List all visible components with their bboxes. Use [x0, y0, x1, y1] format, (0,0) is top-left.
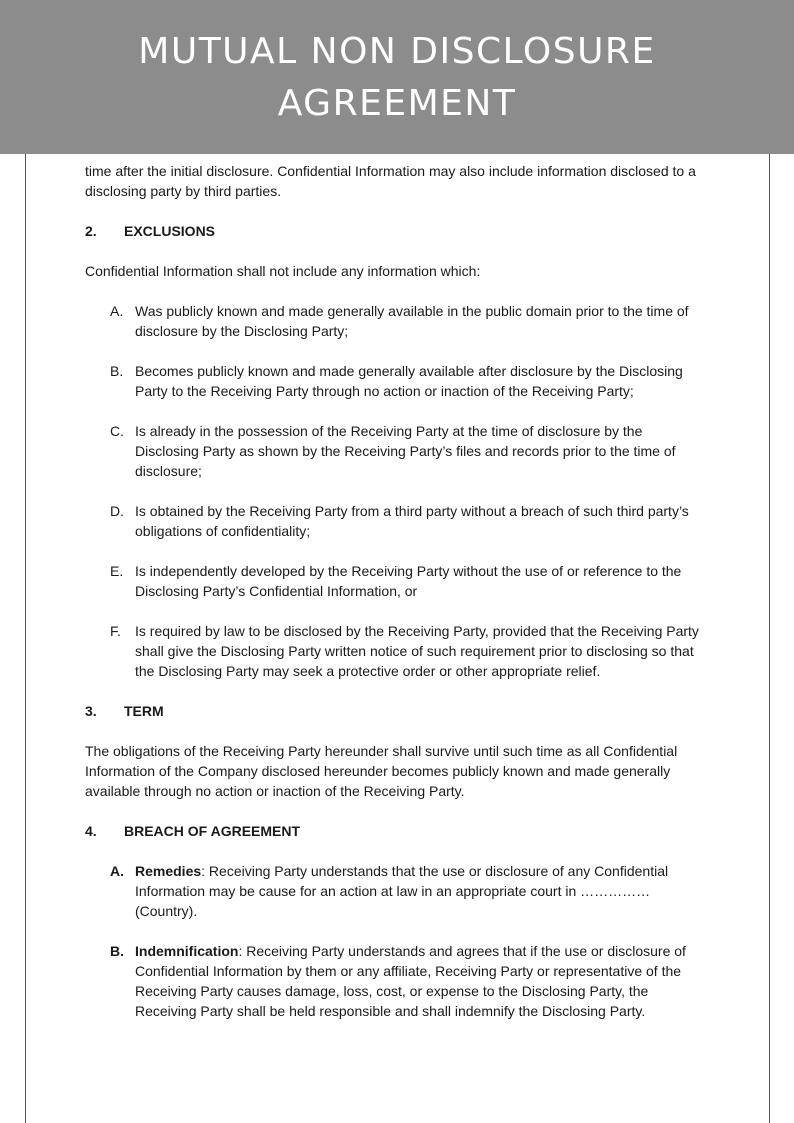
list-item-text: Becomes publicly known and made generally available after disclosure by the Disclosing Party to the Receiving Party through no action or inaction of the Receiving Party; [135, 363, 683, 399]
list-item [85, 301, 715, 341]
exclusions-list [85, 301, 715, 681]
list-item [85, 501, 715, 541]
list-item-text: Is independently developed by the Receiving Party without the use of or reference to the Disclosing Party’s Confidential Information, or [135, 563, 682, 599]
exclusions-lead: Confidential Information shall not include any information which: [85, 263, 481, 279]
section-number: 3. [85, 703, 97, 719]
list-item [85, 861, 715, 921]
breach-list [85, 861, 715, 1021]
banner-title-line-1: MUTUAL NON DISCLOSURE [138, 31, 656, 72]
section-heading-breach [85, 821, 715, 841]
title-banner [0, 0, 794, 154]
list-item-letter: D. [110, 503, 124, 519]
list-item-body: : Receiving Party understands and agrees that if the use or disclosure of Confidential Information by them or any affiliate, Receiving Party or representative of the Receiving Party causes damage, loss, cost, or expense to the Disclosing Party, the Receiving Party shall be held responsible and shall indemnify the Disclosing Party. [135, 943, 686, 1019]
list-item [85, 561, 715, 601]
list-item [85, 421, 715, 481]
list-item-text [135, 941, 715, 1021]
page-border-right [769, 154, 770, 1123]
list-item-label: Indemnification [135, 943, 239, 959]
list-item-text: Was publicly known and made generally available in the public domain prior to the time of disclosure by the Disclosing Party; [135, 303, 689, 339]
list-item-letter: E. [110, 563, 124, 579]
list-item-text [135, 861, 715, 921]
section-heading-exclusions [85, 221, 715, 241]
list-item-letter: F. [110, 623, 121, 639]
page-border-left [25, 154, 26, 1123]
list-item-letter: C. [110, 423, 124, 439]
section-heading-term [85, 701, 715, 721]
list-item [85, 621, 715, 681]
document-body [85, 161, 715, 1041]
section-title: EXCLUSIONS [124, 223, 216, 239]
list-item-letter: B. [110, 943, 124, 959]
list-item [85, 941, 715, 1021]
list-item-text: Is already in the possession of the Receiving Party at the time of disclosure by the Disclosing Party as shown by the Receiving Party’s files and records prior to the time of disclosure; [135, 423, 676, 479]
list-item-letter: A. [110, 303, 124, 319]
list-item [85, 361, 715, 401]
list-item-text: Is obtained by the Receiving Party from a third party without a breach of such third party’s obligations of confidentiality; [135, 503, 689, 539]
section-title: BREACH OF AGREEMENT [124, 823, 301, 839]
list-item-letter: A. [110, 863, 124, 879]
term-body: The obligations of the Receiving Party hereunder shall survive until such time as all Confidential Information of the Company disclosed hereunder becomes publicly known and made generally available through no action or inaction of the Receiving Party. [85, 743, 678, 799]
list-item-text: Is required by law to be disclosed by the Receiving Party, provided that the Receiving Party shall give the Disclosing Party written notice of such requirement prior to disclosing so that the Disclosing Party may seek a protective order or other appropriate relief. [135, 623, 699, 679]
list-item-letter: B. [110, 363, 124, 379]
intro-paragraph: time after the initial disclosure. Confidential Information may also include information disclosed to a disclosing party by third parties. [85, 163, 696, 199]
list-item-body: : Receiving Party understands that the use or disclosure of any Confidential Information may be cause for an action at law in an appropriate court in ……………(Country). [135, 863, 669, 919]
section-number: 2. [85, 223, 97, 239]
list-item-label: Remedies [135, 863, 202, 879]
section-number: 4. [85, 823, 97, 839]
section-title: TERM [124, 703, 164, 719]
banner-title-line-2: AGREEMENT [277, 83, 517, 124]
